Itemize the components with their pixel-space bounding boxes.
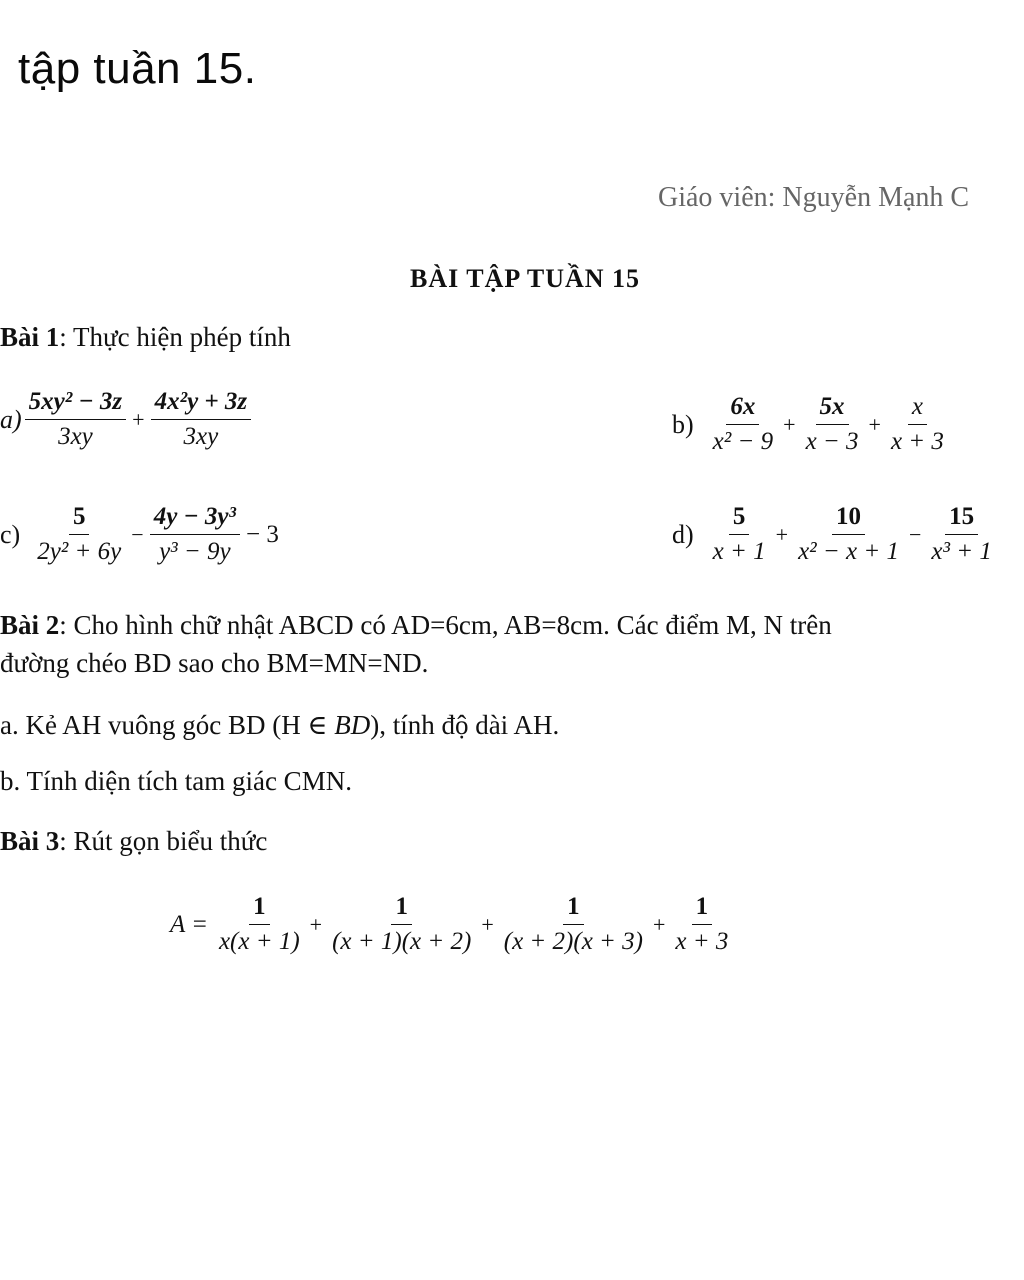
fraction-denominator: y³ − 9y <box>159 538 231 565</box>
fraction-numerator: 5x <box>816 390 849 425</box>
fraction-denominator: x² − 9 <box>712 428 774 455</box>
fraction-numerator: 5xy² − 3z <box>25 385 126 420</box>
operator: + <box>652 911 666 937</box>
exercise-2a-text-end: ), tính độ dài AH. <box>370 710 560 740</box>
fraction-denominator: x − 3 <box>805 428 859 455</box>
operator: + <box>775 521 789 547</box>
exercise-1d-label: d) <box>672 519 694 549</box>
fraction-denominator: 3xy <box>58 423 93 450</box>
exercise-3-label: Bài 3 <box>0 826 60 856</box>
operator: − <box>131 521 144 547</box>
fraction <box>25 385 126 454</box>
operator: + <box>309 911 323 937</box>
exercise-2-label: Bài 2 <box>0 610 60 640</box>
operator: − <box>909 521 922 547</box>
fraction-denominator: (x + 2)(x + 3) <box>503 928 643 955</box>
exercise-2a <box>0 710 559 741</box>
fraction <box>887 390 948 459</box>
page-header-title: tập tuần 15. <box>18 44 257 93</box>
exercise-1b-label: b) <box>672 409 694 439</box>
fraction <box>802 390 863 459</box>
constant-term: − 3 <box>246 520 279 548</box>
fraction <box>150 500 240 569</box>
exercise-2b: b. Tính diện tích tam giác CMN. <box>0 766 352 796</box>
exercise-3-text: : Rút gọn biểu thức <box>59 826 268 856</box>
operator: + <box>783 411 796 437</box>
exercise-2a-text: a. Kẻ AH vuông góc BD (H ∈ <box>0 710 335 740</box>
fraction <box>33 500 125 569</box>
operator: + <box>481 911 494 937</box>
exercise-2a-math: BD <box>334 710 371 740</box>
fraction-numerator: 5 <box>69 500 90 535</box>
fraction-denominator: x³ + 1 <box>931 538 992 565</box>
fraction-denominator: x² − x + 1 <box>798 538 899 565</box>
fraction-denominator: x + 3 <box>675 928 729 955</box>
fraction <box>927 500 995 569</box>
fraction <box>500 890 647 959</box>
fraction-denominator: x(x + 1) <box>218 928 300 955</box>
fraction-denominator: (x + 1)(x + 2) <box>332 928 472 955</box>
exercise-1b-expression <box>672 390 951 459</box>
exercise-1-heading <box>0 322 291 353</box>
fraction-numerator: 1 <box>249 890 270 925</box>
exercise-1c-expression <box>0 500 282 569</box>
exercise-1-label: Bài 1 <box>0 322 60 352</box>
operator: + <box>132 406 145 432</box>
fraction <box>328 890 475 959</box>
fraction <box>709 500 770 569</box>
fraction-denominator: x + 1 <box>712 538 766 565</box>
fraction <box>151 385 252 454</box>
expression-lhs: A = <box>170 910 208 938</box>
fraction-numerator: 5 <box>729 500 750 535</box>
fraction <box>709 390 777 459</box>
fraction-numerator: 4x²y + 3z <box>151 385 252 420</box>
fraction-numerator: 4y − 3y³ <box>150 500 240 535</box>
fraction-numerator: 1 <box>391 890 412 925</box>
fraction-numerator: 1 <box>563 890 584 925</box>
fraction-denominator: 3xy <box>183 423 219 450</box>
fraction <box>794 500 903 569</box>
fraction-numerator: 15 <box>945 500 978 535</box>
exercise-1d-expression <box>672 500 999 569</box>
fraction-denominator: 2y² + 6y <box>37 538 122 565</box>
exercise-1a-label: a) <box>0 404 22 434</box>
exercise-2-line-2: đường chéo BD sao cho BM=MN=ND. <box>0 648 429 678</box>
exercise-2-text: : Cho hình chữ nhật ABCD có AD=6cm, AB=8cm. Các điểm M, N trên <box>59 610 832 640</box>
exercise-3-expression <box>170 890 735 959</box>
fraction-denominator: x + 3 <box>890 428 944 455</box>
exercise-2-line-1 <box>0 610 832 641</box>
fraction <box>215 890 304 959</box>
teacher-name: Giáo viên: Nguyễn Mạnh C <box>658 182 970 213</box>
operator: + <box>868 411 881 437</box>
exercise-3-heading <box>0 826 267 857</box>
fraction-numerator: 6x <box>726 390 759 425</box>
fraction-numerator: 10 <box>832 500 865 535</box>
exercise-1a-expression <box>0 385 254 454</box>
fraction <box>671 890 732 959</box>
exercise-1-text: : Thực hiện phép tính <box>59 322 291 352</box>
fraction-numerator: 1 <box>692 890 713 925</box>
exercise-1c-label: c) <box>0 519 21 549</box>
fraction-numerator: x <box>908 390 927 425</box>
document-title: BÀI TẬP TUẦN 15 <box>410 264 641 293</box>
